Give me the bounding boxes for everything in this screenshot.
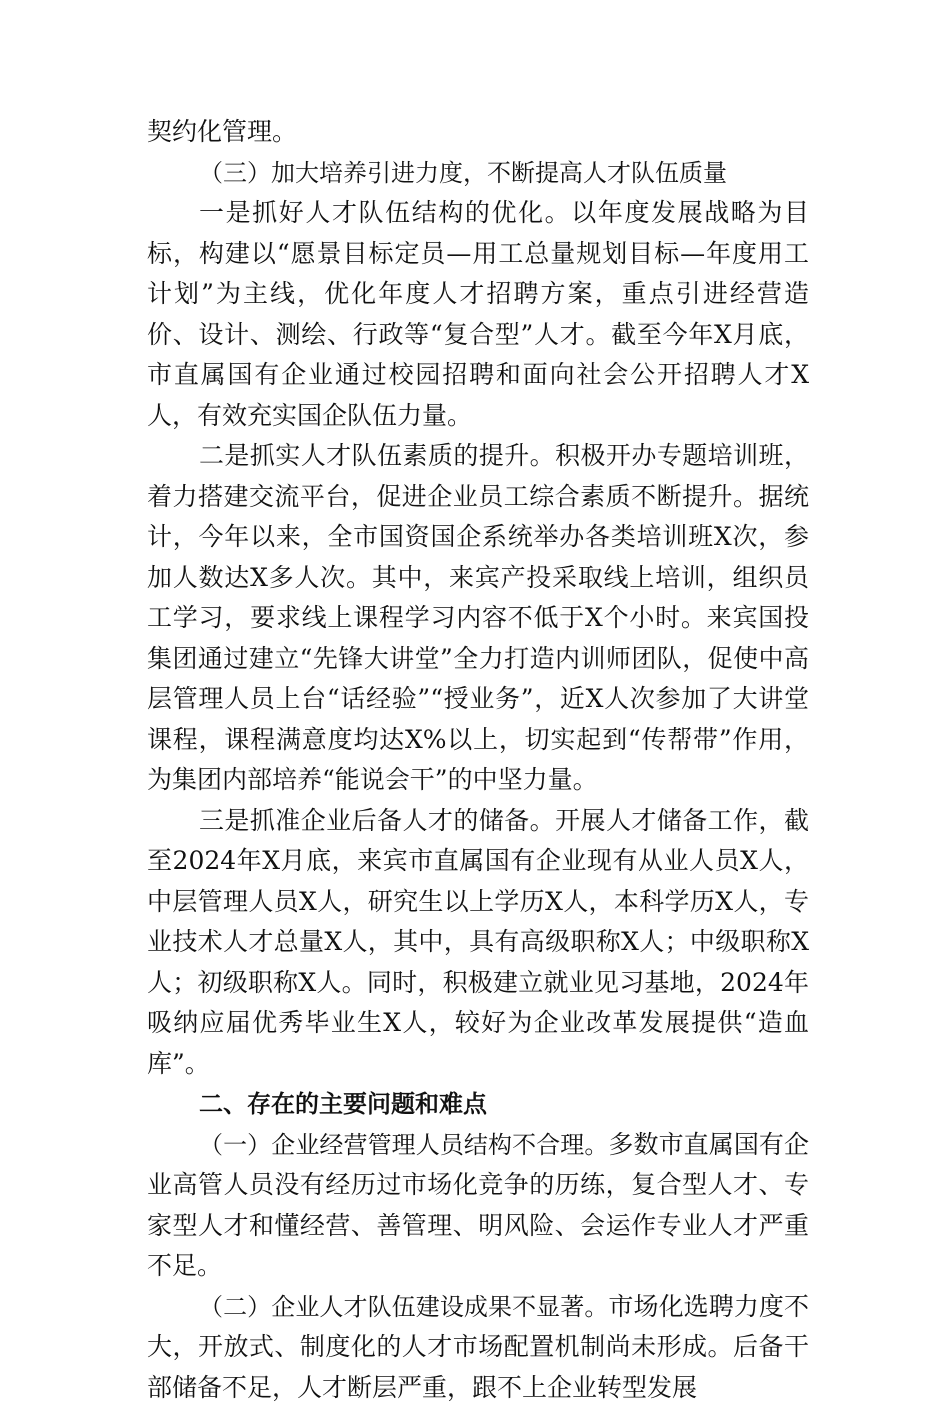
problem-2-body: 市场化选聘力度不大，开放式、制度化的人才市场配置机制尚未形成。后备干部储备不足，人才断层严重，跟不上企业转型发展: [147, 1292, 809, 1402]
paragraph-problem-1: [147, 1125, 809, 1287]
chapter-heading-problems: 二、存在的主要问题和难点: [147, 1084, 809, 1125]
problem-1-body: 多数市直属国有企业高管人员没有经历过市场化竞争的历练，复合型人才、专家型人才和懂经营、善管理、明风险、会运作专业人才严重不足。: [147, 1130, 809, 1281]
paragraph-problem-2: [147, 1287, 809, 1408]
paragraph-quality-improvement: 二是抓实人才队伍素质的提升。积极开办专题培训班，着力搭建交流平台，促进企业员工综合素质不断提升。据统计，今年以来，全市国资国企系统举办各类培训班X次，参加人数达X多人次。其中，来宾产投采取线上培训，组织员工学习，要求线上课程学习内容不低于X个小时。来宾国投集团通过建立“先锋大讲堂”全力打造内训师团队，促使中高层管理人员上台“话经验”“授业务”，近X人次参加了大讲堂课程，课程满意度均达X%以上，切实起到“传帮带”作用，为集团内部培养“能说会干”的中坚力量。: [147, 436, 809, 801]
problem-1-lead: （一）企业经营管理人员结构不合理。: [199, 1131, 608, 1159]
paragraph-reserve-talent: 三是抓准企业后备人才的储备。开展人才储备工作，截至2024年X月底，来宾市直属国有企业现有从业人员X人，中层管理人员X人，研究生以上学历X人，本科学历X人，专业技术人才总量X人，其中，具有高级职称X人；中级职称X人；初级职称X人。同时，积极建立就业见习基地，2024年吸纳应届优秀毕业生X人，较好为企业改革发展提供“造血库”。: [147, 801, 809, 1085]
document-body: [147, 112, 809, 1408]
paragraph-continuation: 契约化管理。: [147, 112, 809, 153]
problem-2-lead: （二）企业人才队伍建设成果不显著。: [199, 1293, 608, 1321]
section-heading-3: （三）加大培养引进力度，不断提高人才队伍质量: [147, 153, 809, 194]
paragraph-structure-optimization: 一是抓好人才队伍结构的优化。以年度发展战略为目标，构建以“愿景目标定员—用工总量规划目标—年度用工计划”为主线，优化年度人才招聘方案，重点引进经营造价、设计、测绘、行政等“复合型”人才。截至今年X月底，市直属国有企业通过校园招聘和面向社会公开招聘人才X人，有效充实国企队伍力量。: [147, 193, 809, 436]
